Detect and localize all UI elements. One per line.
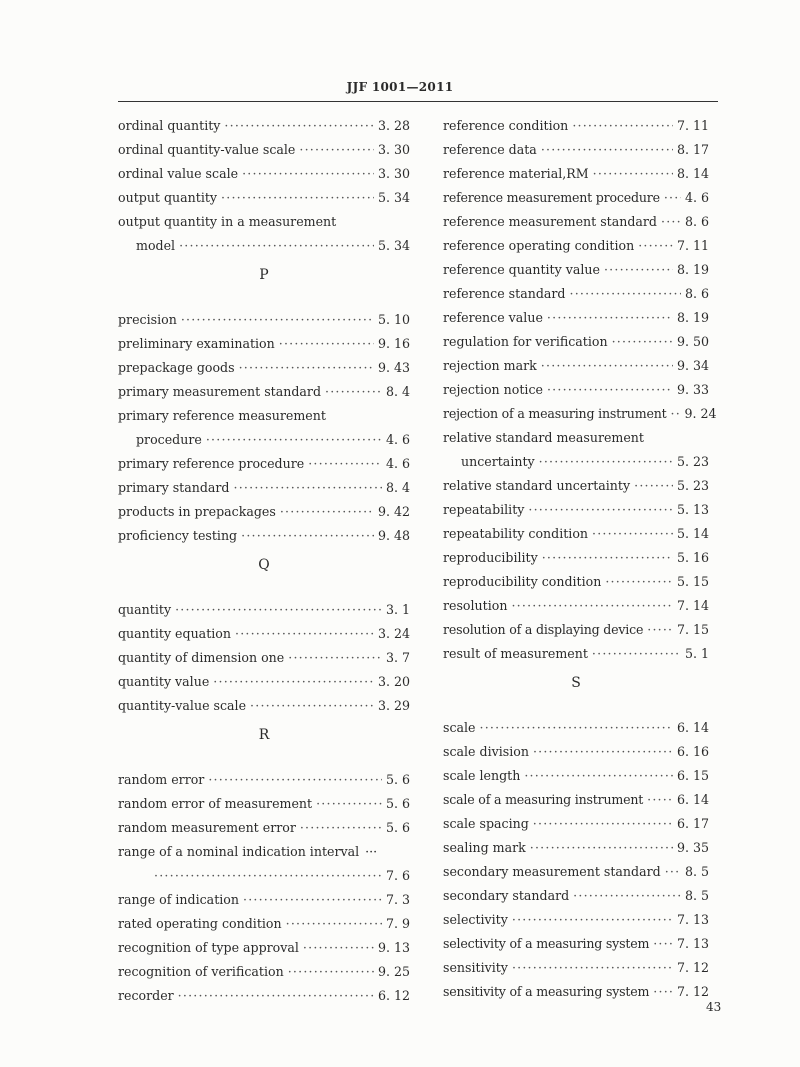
entry-term: rejection of a measuring instrument (443, 406, 667, 421)
entry-term: rejection mark (443, 358, 537, 373)
entry-term: quantity equation (118, 626, 231, 641)
index-entry (443, 378, 709, 402)
entry-term: scale length (443, 768, 521, 783)
index-entry (118, 598, 410, 622)
entry-leader-dots (539, 450, 673, 474)
entry-reference: 9. 43 (377, 360, 410, 375)
entry-leader-dots (286, 912, 382, 936)
entry-reference: 9. 33 (676, 382, 709, 397)
index-entry (118, 404, 410, 428)
entry-leader-dots (250, 694, 374, 718)
entry-reference: 5. 6 (385, 820, 410, 835)
entry-term: sealing mark (443, 840, 526, 855)
entry-reference: 3. 24 (377, 626, 410, 641)
entry-term: secondary measurement standard (443, 864, 661, 879)
entry-reference: 7. 13 (676, 912, 709, 927)
entry-reference: 5. 23 (676, 478, 709, 493)
entry-term: selectivity of a measuring system (443, 936, 650, 951)
index-entry (443, 402, 717, 426)
index-entry (118, 840, 410, 864)
right-column (443, 114, 717, 1004)
entry-leader-dots (634, 474, 673, 498)
entry-term: reference quantity value (443, 262, 600, 277)
entry-leader-dots (280, 500, 374, 524)
entry-leader-dots (512, 956, 673, 980)
index-entry (443, 740, 709, 764)
index-entry (118, 888, 410, 912)
p-entries (118, 308, 410, 548)
index-entry (443, 282, 709, 306)
entry-leader-dots (530, 836, 673, 860)
entry-leader-dots (533, 812, 673, 836)
entry-leader-dots (647, 618, 673, 642)
left-column (118, 114, 410, 1008)
entry-leader-dots (547, 306, 673, 330)
entry-leader-dots: ··· (365, 844, 378, 859)
index-entry (118, 984, 410, 1008)
entry-term: random error (118, 772, 205, 787)
entry-reference: 6. 16 (676, 744, 709, 759)
entry-leader-dots (241, 524, 374, 548)
index-entry (118, 356, 410, 380)
index-entry (443, 860, 709, 884)
entry-reference: 8. 6 (684, 214, 709, 229)
index-entry (443, 162, 709, 186)
entry-reference: 3. 20 (377, 674, 410, 689)
index-entry-continuation (118, 428, 410, 452)
index-entry (443, 306, 709, 330)
q-entries (118, 598, 410, 718)
entry-reference: 8. 6 (684, 286, 709, 301)
entry-leader-dots (541, 138, 673, 162)
entry-reference: 6. 12 (377, 988, 410, 1003)
page-header: JJF 1001—2011 (346, 80, 454, 94)
entry-leader-dots (235, 622, 374, 646)
entry-reference: 6. 14 (676, 792, 709, 807)
section-letter-q: Q (258, 557, 270, 573)
index-entry (118, 792, 410, 816)
entry-term: range of a nominal indication interval (118, 844, 360, 859)
entry-term-continued: uncertainty (461, 454, 535, 469)
entry-reference: 9. 42 (377, 504, 410, 519)
entry-term: quantity (118, 602, 172, 617)
entry-leader-dots (592, 642, 681, 666)
entry-leader-dots (154, 864, 382, 888)
entry-leader-dots (178, 984, 374, 1008)
entry-term: reproducibility condition (443, 574, 602, 589)
entry-reference: 9. 13 (377, 940, 410, 955)
entry-term: primary measurement standard (118, 384, 322, 399)
index-entry (443, 932, 709, 956)
r-entries-right (443, 114, 717, 666)
index-entry (443, 788, 709, 812)
entry-reference: 8. 19 (676, 262, 709, 277)
index-entry (118, 332, 410, 356)
entry-term: scale spacing (443, 816, 529, 831)
entry-term: proficiency testing (118, 528, 238, 543)
section-letter-s: S (571, 675, 581, 691)
entry-reference: 6. 17 (676, 816, 709, 831)
section-letter-p: P (259, 267, 269, 283)
index-entry (443, 980, 709, 1004)
entry-reference: 9. 34 (676, 358, 709, 373)
entry-term: ordinal quantity (118, 118, 221, 133)
entry-term: repeatability (443, 502, 525, 517)
entry-reference: 4. 6 (684, 190, 709, 205)
entry-reference: 3. 28 (377, 118, 410, 133)
entry-reference: 8. 14 (676, 166, 709, 181)
entry-term: reproducibility (443, 550, 538, 565)
entry-leader-dots (303, 936, 374, 960)
entry-leader-dots (316, 792, 382, 816)
entry-leader-dots (308, 452, 382, 476)
entry-term: scale of a measuring instrument (443, 792, 644, 807)
entry-reference: 6. 15 (676, 768, 709, 783)
entry-term: reference measurement standard (443, 214, 657, 229)
entry-reference: 5. 6 (385, 772, 410, 787)
entry-reference: 8. 17 (676, 142, 709, 157)
entry-reference: 5. 1 (684, 646, 709, 661)
entry-term: output quantity (118, 190, 218, 205)
entry-leader-dots (511, 594, 673, 618)
entry-reference: 7. 6 (385, 868, 410, 883)
entry-term: scale (443, 720, 476, 735)
entry-leader-dots (243, 888, 382, 912)
entry-leader-dots (547, 378, 673, 402)
entry-reference: 3. 7 (385, 650, 410, 665)
entry-term: recorder (118, 988, 174, 1003)
entry-term: quantity value (118, 674, 210, 689)
index-entry (118, 936, 410, 960)
entry-reference: 5. 34 (377, 190, 410, 205)
index-entry (443, 956, 709, 980)
entry-term: quantity-value scale (118, 698, 247, 713)
entry-term: ordinal quantity-value scale (118, 142, 296, 157)
index-entry (443, 812, 709, 836)
entry-term: products in prepackages (118, 504, 276, 519)
index-entry-continuation (118, 864, 410, 888)
entry-term: reference value (443, 310, 543, 325)
index-entry (443, 522, 709, 546)
entry-leader-dots (524, 764, 673, 788)
r-entries-left (118, 768, 410, 1008)
entry-leader-dots (605, 570, 673, 594)
index-entry (443, 234, 709, 258)
entry-leader-dots (181, 308, 374, 332)
entry-term: preliminary examination (118, 336, 275, 351)
index-entry (443, 498, 709, 522)
o-entries (118, 114, 410, 258)
entry-reference: 8. 4 (385, 480, 410, 495)
index-entry-continuation (118, 234, 410, 258)
entry-term: recognition of verification (118, 964, 284, 979)
entry-reference: 7. 11 (676, 118, 709, 133)
index-entry (118, 622, 410, 646)
index-entry (118, 500, 410, 524)
entry-reference: 6. 14 (676, 720, 709, 735)
index-entry (443, 836, 709, 860)
index-entry (118, 670, 410, 694)
entry-term: reference measurement procedure (443, 190, 660, 205)
entry-reference: 7. 9 (385, 916, 410, 931)
index-entry (118, 912, 410, 936)
entry-reference: 7. 13 (676, 936, 709, 951)
index-entry (443, 642, 709, 666)
index-entry (443, 330, 709, 354)
index-entry (118, 816, 410, 840)
entry-term: reference material,RM (443, 166, 589, 181)
index-entry (443, 186, 709, 210)
entry-term: reference condition (443, 118, 569, 133)
index-entry (118, 768, 410, 792)
entry-reference: 9. 35 (676, 840, 709, 855)
entry-term: secondary standard (443, 888, 570, 903)
entry-reference: 7. 12 (676, 960, 709, 975)
entry-term: primary standard (118, 480, 230, 495)
entry-term: output quantity in a measurement (118, 214, 337, 229)
entry-reference: 9. 16 (377, 336, 410, 351)
entry-leader-dots (671, 402, 681, 426)
entry-term: ordinal value scale (118, 166, 239, 181)
entry-reference: 5. 14 (676, 526, 709, 541)
index-entry (443, 426, 709, 450)
entry-term: result of measurement (443, 646, 588, 661)
entry-leader-dots (224, 114, 374, 138)
entry-leader-dots (533, 740, 673, 764)
entry-leader-dots (569, 282, 680, 306)
entry-term: reference standard (443, 286, 566, 301)
index-entry (443, 474, 709, 498)
index-entry (118, 210, 410, 234)
index-entry (118, 476, 410, 500)
entry-leader-dots (288, 646, 382, 670)
index-entry (118, 452, 410, 476)
entry-reference: 3. 30 (377, 166, 410, 181)
entry-leader-dots (206, 428, 382, 452)
entry-leader-dots (653, 932, 673, 956)
index-entry (443, 258, 709, 282)
entry-leader-dots (300, 816, 382, 840)
index-entry (443, 210, 709, 234)
entry-leader-dots (288, 960, 374, 984)
entry-leader-dots (592, 522, 673, 546)
entry-leader-dots (179, 234, 374, 258)
entry-reference: 8. 5 (684, 888, 709, 903)
s-entries (443, 716, 709, 1004)
entry-term: range of indication (118, 892, 239, 907)
entry-term: repeatability condition (443, 526, 589, 541)
index-entry (118, 162, 410, 186)
entry-leader-dots (234, 476, 382, 500)
entry-leader-dots (325, 380, 382, 404)
entry-reference: 4. 6 (385, 456, 410, 471)
index-entry (118, 646, 410, 670)
index-entry (118, 694, 410, 718)
entry-reference: 5. 16 (676, 550, 709, 565)
entry-reference: 9. 50 (676, 334, 709, 349)
entry-reference: 8. 19 (676, 310, 709, 325)
index-entry (443, 594, 709, 618)
entry-term: resolution (443, 598, 508, 613)
entry-leader-dots (512, 908, 673, 932)
entry-leader-dots (242, 162, 374, 186)
entry-leader-dots (647, 788, 673, 812)
entry-leader-dots (593, 162, 673, 186)
entry-term: rated operating condition (118, 916, 282, 931)
index-entry (443, 884, 709, 908)
entry-leader-dots (279, 332, 374, 356)
index-entry (443, 354, 709, 378)
entry-reference: 5. 15 (676, 574, 709, 589)
entry-reference: 7. 12 (676, 984, 709, 999)
entry-leader-dots (299, 138, 374, 162)
entry-term: selectivity (443, 912, 508, 927)
entry-term: relative standard measurement (443, 430, 644, 445)
entry-term: random error of measurement (118, 796, 313, 811)
entry-reference: 5. 13 (676, 502, 709, 517)
index-entry (443, 114, 709, 138)
index-entry (443, 764, 709, 788)
entry-reference: 9. 25 (377, 964, 410, 979)
entry-leader-dots (653, 980, 673, 1004)
entry-reference: 8. 4 (385, 384, 410, 399)
entry-reference: 7. 14 (676, 598, 709, 613)
entry-leader-dots (221, 186, 374, 210)
index-entry (443, 546, 709, 570)
entry-term: prepackage goods (118, 360, 235, 375)
entry-term: reference data (443, 142, 537, 157)
index-entry (118, 380, 410, 404)
entry-reference: 7. 3 (385, 892, 410, 907)
entry-leader-dots (661, 210, 681, 234)
index-entry-continuation (443, 450, 709, 474)
entry-term-continued: model (136, 238, 176, 253)
entry-term: reference operating condition (443, 238, 635, 253)
header-rule (118, 101, 718, 102)
entry-leader-dots (665, 860, 681, 884)
entry-term: random measurement error (118, 820, 296, 835)
entry-reference: 7. 11 (676, 238, 709, 253)
index-entry (443, 138, 709, 162)
entry-leader-dots (542, 546, 673, 570)
entry-term: primary reference procedure (118, 456, 305, 471)
index-entry (443, 570, 709, 594)
index-entry (443, 716, 709, 740)
page-number: 43 (706, 1000, 722, 1014)
entry-reference: 3. 1 (385, 602, 410, 617)
entry-term: precision (118, 312, 177, 327)
entry-term: recognition of type approval (118, 940, 299, 955)
entry-term: sensitivity of a measuring system (443, 984, 650, 999)
entry-reference: 9. 24 (684, 406, 717, 421)
entry-reference: 5. 6 (385, 796, 410, 811)
entry-term: relative standard uncertainty (443, 478, 631, 493)
entry-reference: 7. 15 (676, 622, 709, 637)
entry-term: regulation for verification (443, 334, 608, 349)
index-entry (118, 138, 410, 162)
entry-leader-dots (239, 356, 374, 380)
entry-term: rejection notice (443, 382, 543, 397)
entry-leader-dots (604, 258, 673, 282)
entry-leader-dots (612, 330, 673, 354)
entry-term: sensitivity (443, 960, 508, 975)
entry-term: scale division (443, 744, 529, 759)
entry-reference: 3. 30 (377, 142, 410, 157)
entry-reference: 4. 6 (385, 432, 410, 447)
entry-leader-dots (638, 234, 673, 258)
entry-term: primary reference measurement (118, 408, 326, 423)
entry-reference: 9. 48 (377, 528, 410, 543)
entry-reference: 5. 23 (676, 454, 709, 469)
index-entry (443, 618, 709, 642)
entry-leader-dots (573, 884, 681, 908)
entry-leader-dots (213, 670, 374, 694)
section-letter-r: R (258, 727, 270, 743)
entry-leader-dots (572, 114, 673, 138)
entry-reference: 5. 34 (377, 238, 410, 253)
entry-term-continued: procedure (136, 432, 202, 447)
entry-leader-dots (664, 186, 681, 210)
index-entry (118, 524, 410, 548)
index-entry (118, 114, 410, 138)
index-entry (118, 186, 410, 210)
entry-leader-dots (528, 498, 673, 522)
entry-reference: 8. 5 (684, 864, 709, 879)
entry-term: resolution of a displaying device (443, 622, 644, 637)
entry-reference: 3. 29 (377, 698, 410, 713)
index-entry (443, 908, 709, 932)
entry-reference: 5. 10 (377, 312, 410, 327)
entry-leader-dots (208, 768, 382, 792)
index-entry (118, 960, 410, 984)
index-entry (118, 308, 410, 332)
entry-leader-dots (541, 354, 673, 378)
entry-leader-dots (175, 598, 382, 622)
entry-leader-dots (480, 716, 673, 740)
entry-term: quantity of dimension one (118, 650, 285, 665)
